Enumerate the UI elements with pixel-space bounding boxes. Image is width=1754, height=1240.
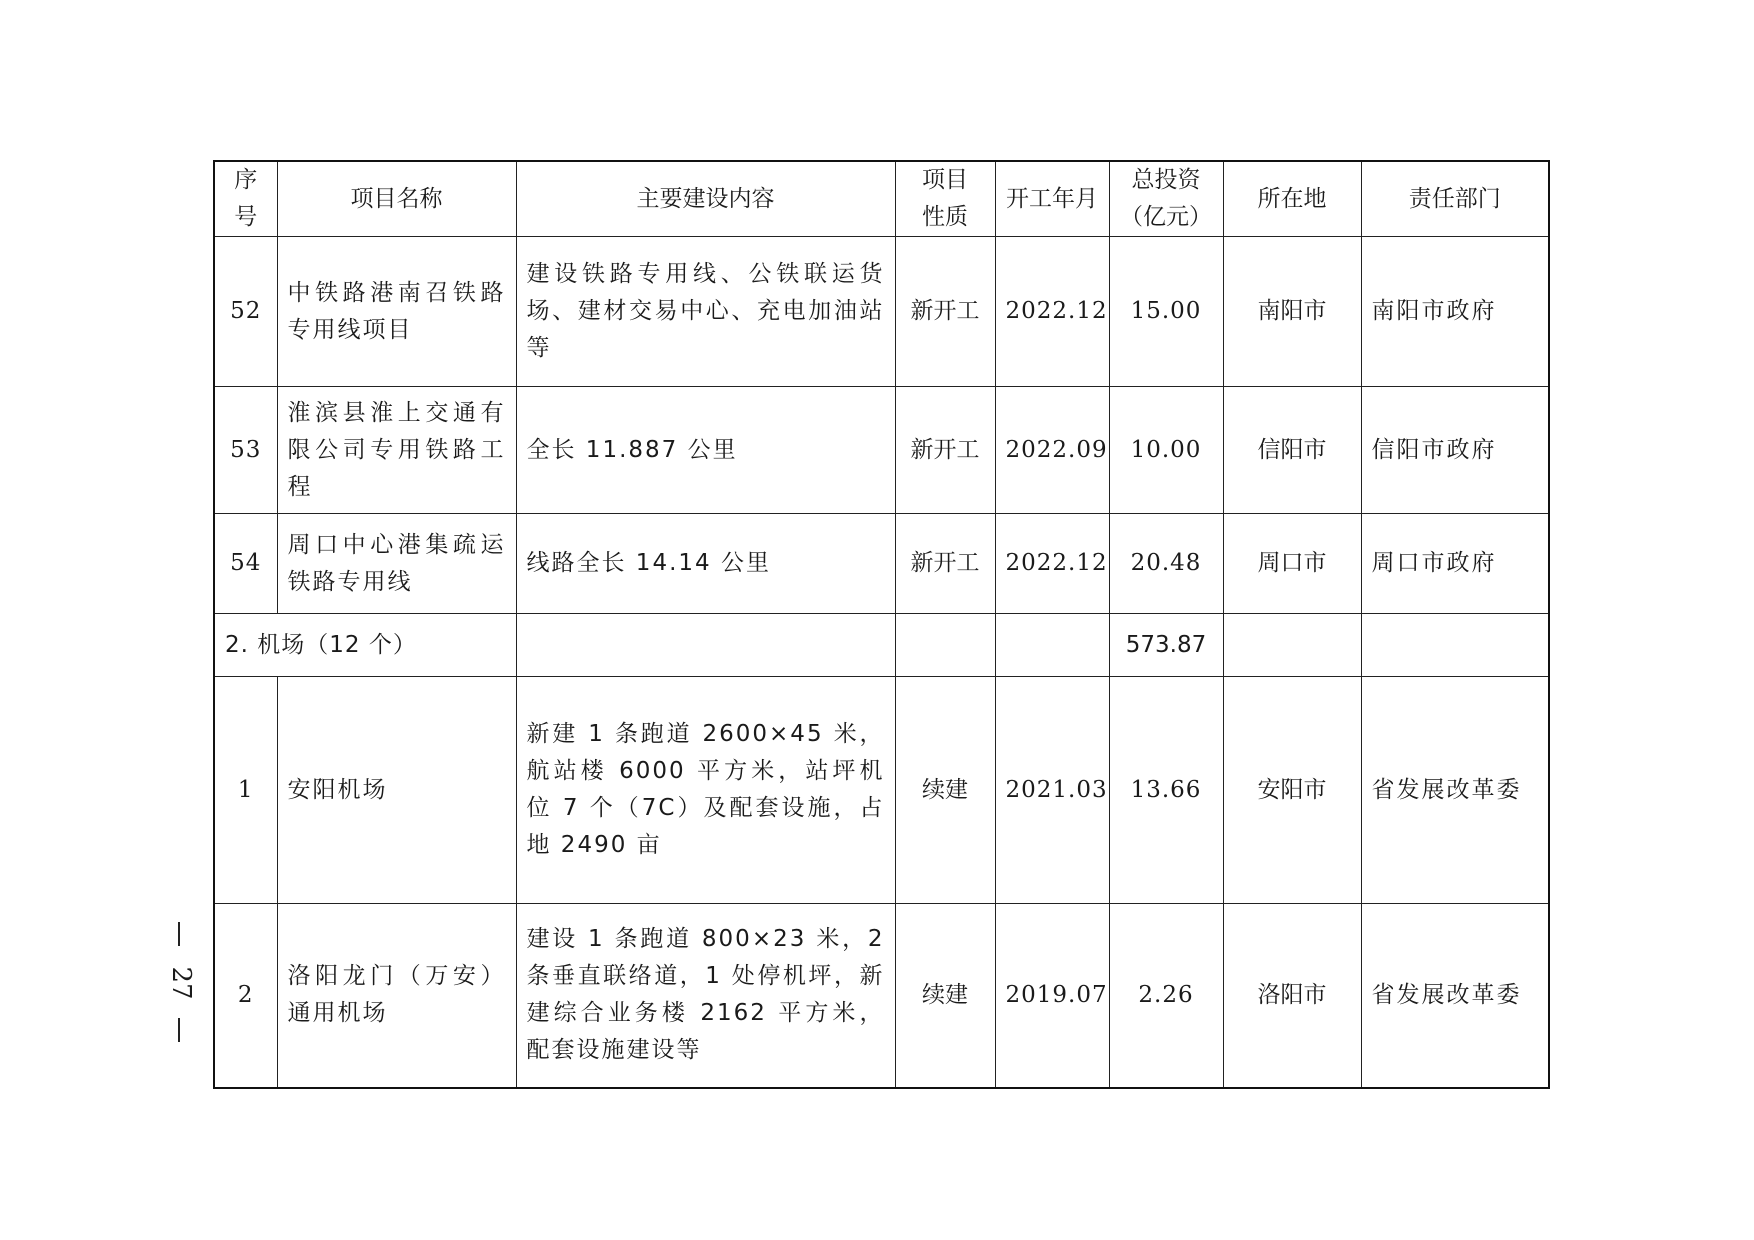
header-nature-line2: 性质 [922,204,968,230]
row-dept: 南阳市政府 [1361,237,1549,387]
row-invest: 13.66 [1109,677,1223,904]
row-nature: 新开工 [895,237,995,387]
row-dept: 周口市政府 [1361,514,1549,614]
row-name: 周口中心港集疏运铁路专用线 [277,514,516,614]
row-nature: 续建 [895,904,995,1088]
row-seq: 1 [214,677,277,904]
table-row [214,677,1549,904]
section-empty-cell [1361,614,1549,677]
header-content: 主要建设内容 [516,161,895,237]
row-seq: 2 [214,904,277,1088]
section-title: 2. 机场（12 个） [214,614,516,677]
row-nature: 新开工 [895,514,995,614]
header-invest-line2: （亿元） [1120,204,1212,230]
row-invest: 15.00 [1109,237,1223,387]
table-row [214,904,1549,1088]
row-invest: 2.26 [1109,904,1223,1088]
section-empty-cell [1223,614,1361,677]
table-row [214,514,1549,614]
table-header-row [214,161,1549,237]
row-nature: 续建 [895,677,995,904]
header-dept: 责任部门 [1361,161,1549,237]
row-content: 建设 1 条跑道 800×23 米，2 条垂直联络道，1 处停机坪，新建综合业务楼 2162 平方米，配套设施建设等 [516,904,895,1088]
header-start: 开工年月 [995,161,1109,237]
row-content: 新建 1 条跑道 2600×45 米，航站楼 6000 平方米，站坪机位 7 个（7C）及配套设施，占地 2490 亩 [516,677,895,904]
section-empty-cell [895,614,995,677]
row-seq: 53 [214,387,277,514]
header-location: 所在地 [1223,161,1361,237]
row-nature: 新开工 [895,387,995,514]
header-name: 项目名称 [277,161,516,237]
section-empty-cell [516,614,895,677]
header-nature-line1: 项目 [922,167,968,193]
page-number-text: 27 [166,966,196,1000]
row-name: 中铁路港南召铁路专用线项目 [277,237,516,387]
row-start: 2022.12 [995,237,1109,387]
row-invest: 10.00 [1109,387,1223,514]
row-content: 建设铁路专用线、公铁联运货场、建材交易中心、充电加油站等 [516,237,895,387]
row-content: 全长 11.887 公里 [516,387,895,514]
row-content: 线路全长 14.14 公里 [516,514,895,614]
section-empty-cell [995,614,1109,677]
project-table [213,160,1550,1089]
page-number-dash [178,922,180,946]
header-invest-line1: 总投资 [1131,167,1201,193]
header-invest [1109,161,1223,237]
row-location: 周口市 [1223,514,1361,614]
section-invest-total: 573.87 [1109,614,1223,677]
row-start: 2022.09 [995,387,1109,514]
table-row [214,237,1549,387]
row-start: 2022.12 [995,514,1109,614]
page-number [160,922,200,1052]
row-location: 南阳市 [1223,237,1361,387]
row-start: 2021.03 [995,677,1109,904]
row-location: 洛阳市 [1223,904,1361,1088]
header-seq: 序号 [214,161,277,237]
row-name: 淮滨县淮上交通有限公司专用铁路工程 [277,387,516,514]
row-seq: 52 [214,237,277,387]
row-location: 安阳市 [1223,677,1361,904]
row-name: 洛阳龙门（万安）通用机场 [277,904,516,1088]
row-location: 信阳市 [1223,387,1361,514]
row-dept: 省发展改革委 [1361,677,1549,904]
row-invest: 20.48 [1109,514,1223,614]
row-dept: 省发展改革委 [1361,904,1549,1088]
row-dept: 信阳市政府 [1361,387,1549,514]
row-name: 安阳机场 [277,677,516,904]
header-nature [895,161,995,237]
row-seq: 54 [214,514,277,614]
table-row [214,387,1549,514]
row-start: 2019.07 [995,904,1109,1088]
section-row [214,614,1549,677]
page-number-dash [178,1018,180,1042]
